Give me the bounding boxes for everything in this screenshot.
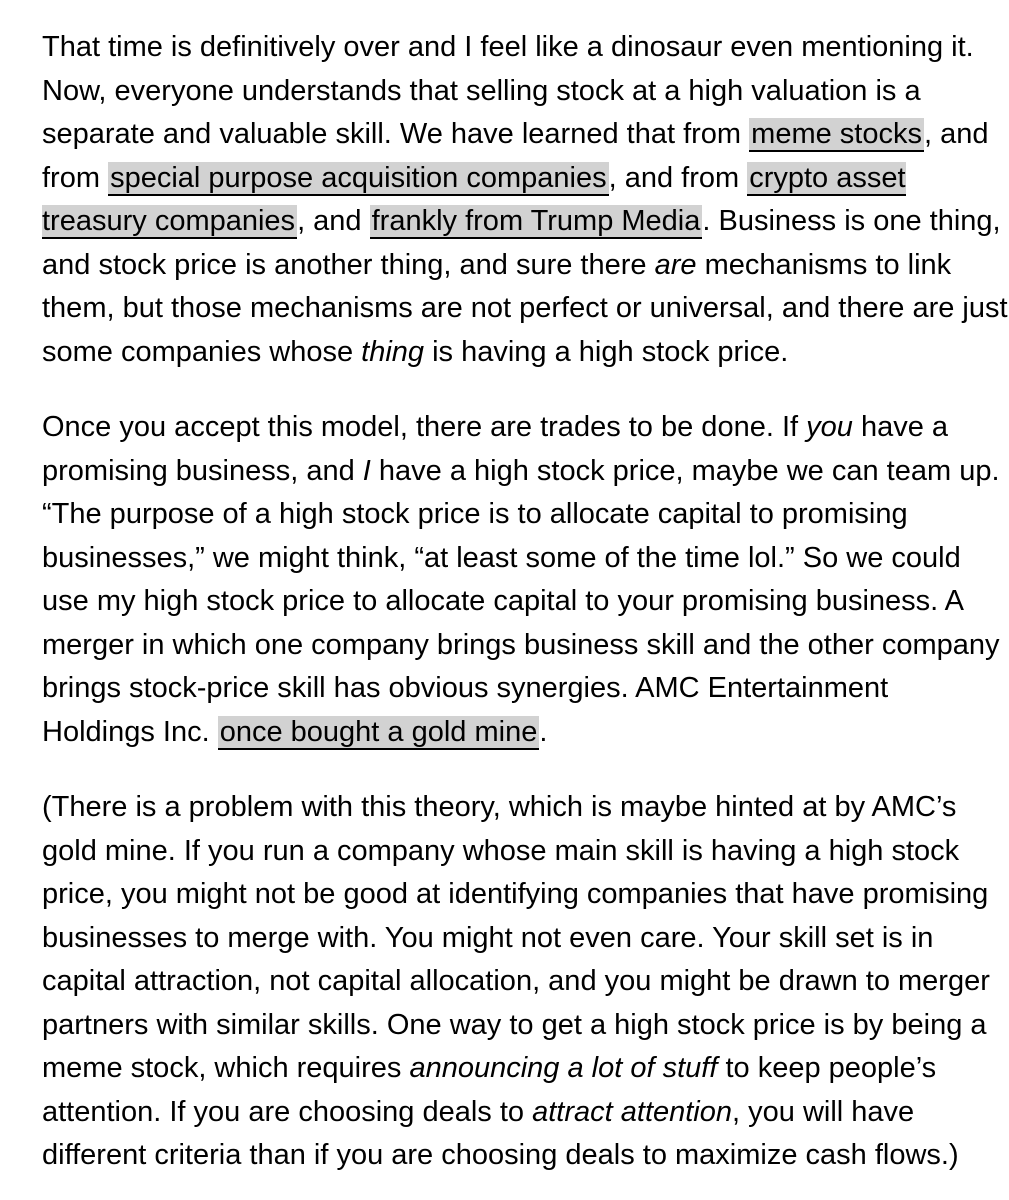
link-crypto-asset-treasury-companies[interactable]: crypto asset treasury companies [42, 161, 906, 237]
text-segment: , and from [608, 161, 748, 194]
text-segment: have a promising business, and [42, 411, 949, 487]
text-segment: have a high stock price, maybe we can team up. “The purpose of a high stock price is to allocate capital to promising businesses,” we might think, “at least some of the time lol.” So we could use my high stock price to allocate capital to your promising business. A merger in which one company brings business skill and the other company brings stock-price skill has obvious synergies. AMC Entertainment Holdings Inc. [42, 454, 1000, 748]
text-segment: That time is definitively over and I feel like a dinosaur even mentioning it. Now, everyone understands that selling stock at a high valuation is a separate and valuable skill. We have learned that from [42, 31, 974, 150]
link-meme-stocks[interactable]: meme stocks [751, 118, 922, 150]
link-frankly-from-trump-media[interactable]: frankly from Trump Media [371, 205, 701, 237]
emphasis-text: announcing a lot of stuff [409, 1052, 718, 1084]
emphasis-text: attract attention [532, 1095, 733, 1128]
paragraph [42, 26, 1009, 374]
paragraph [42, 406, 1009, 754]
text-segment: . Business is one thing, and stock price is another thing, and sure there [42, 205, 1001, 281]
emphasis-text: I [362, 454, 371, 487]
link-once-bought-a-gold-mine[interactable]: once bought a gold mine [219, 715, 538, 748]
text-segment: mechanisms to link them, but those mechanisms are not perfect or universal, and there are just some companies whose [42, 248, 1008, 368]
emphasis-text: thing [361, 335, 425, 368]
emphasis-text: are [654, 248, 697, 281]
paragraph [42, 786, 1009, 1178]
text-segment: Once you accept this model, there are trades to be done. If [42, 411, 807, 443]
text-segment: , and [297, 205, 370, 237]
text-segment: (There is a problem with this theory, which is maybe hinted at by AMC’s gold mine. If you run a company whose main skill is having a high stock price, you might not be good at identifying companies that have promising businesses to merge with. You might not even care. Your skill set is in capital attraction, not capital allocation, and you might be drawn to merger partners with similar skills. One way to get a high stock price is by being a meme stock, which requires [42, 791, 990, 1084]
text-segment: , you will have different criteria than if you are choosing deals to maximize cash flows.) [42, 1095, 959, 1171]
link-special-purpose-acquisition-companies[interactable]: special purpose acquisition companies [110, 161, 607, 194]
text-segment: is having a high stock price. [424, 335, 789, 368]
text-segment: . [539, 715, 548, 748]
text-segment: , and from [42, 118, 989, 194]
emphasis-text: you [806, 411, 853, 443]
text-segment: to keep people’s attention. If you are choosing deals to [42, 1052, 937, 1128]
